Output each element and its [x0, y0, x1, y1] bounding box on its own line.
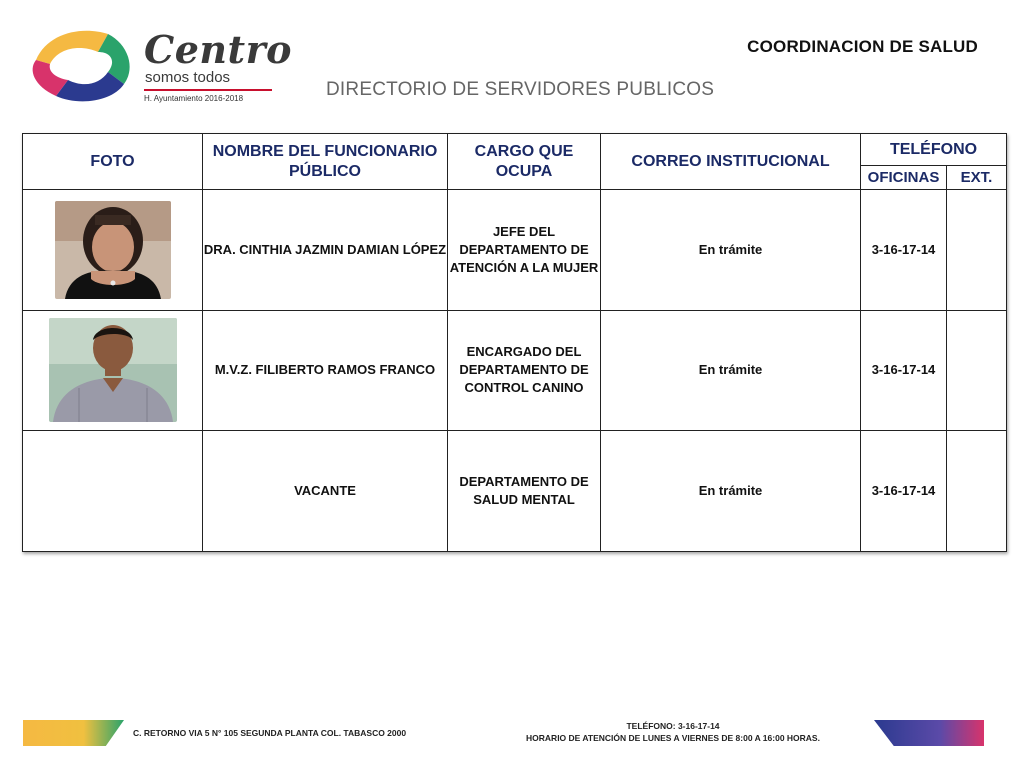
official-name: M.V.Z. FILIBERTO RAMOS FRANCO	[203, 310, 448, 431]
header-email: CORREO INSTITUCIONAL	[601, 134, 861, 190]
official-name: VACANTE	[203, 431, 448, 552]
coordination-title: COORDINACION DE SALUD	[747, 37, 978, 56]
logo-subline: H. Ayuntamiento 2016-2018	[144, 94, 244, 103]
footer-contact	[430, 720, 916, 744]
official-email: En trámite	[601, 310, 861, 431]
centro-logo-mark-icon	[28, 22, 136, 106]
official-email: En trámite	[601, 431, 861, 552]
photo-cell	[23, 190, 203, 311]
table-row	[23, 190, 1007, 311]
photo-cell	[23, 431, 203, 552]
header-ext: EXT.	[947, 166, 1007, 190]
official-phone: 3-16-17-14	[861, 190, 947, 311]
footer-phone: TELÉFONO: 3-16-17-14	[626, 721, 720, 731]
official-position: DEPARTAMENTO DE SALUD MENTAL	[448, 431, 601, 552]
header-name: NOMBRE DEL FUNCIONARIO PÚBLICO	[203, 134, 448, 190]
directory-title: DIRECTORIO DE SERVIDORES PUBLICOS	[326, 79, 715, 100]
person-photo-icon	[49, 318, 177, 422]
photo-cell	[23, 310, 203, 431]
header-photo: FOTO	[23, 134, 203, 190]
official-phone: 3-16-17-14	[861, 431, 947, 552]
person-photo-icon	[55, 201, 171, 299]
official-name: DRA. CINTHIA JAZMIN DAMIAN LÓPEZ	[203, 190, 448, 311]
logo-rule	[144, 89, 272, 91]
official-email: En trámite	[601, 190, 861, 311]
official-position: JEFE DEL DEPARTAMENTO DE ATENCIÓN A LA MUJER	[448, 190, 601, 311]
official-phone: 3-16-17-14	[861, 310, 947, 431]
header-phone: TELÉFONO	[861, 134, 1007, 166]
header-position: CARGO QUE OCUPA	[448, 134, 601, 190]
logo-wordmark: Centro	[144, 27, 292, 72]
footer-address: C. RETORNO VIA 5 N° 105 SEGUNDA PLANTA COL. TABASCO 2000	[133, 728, 407, 738]
footer-left-bar	[23, 720, 124, 746]
official-ext	[947, 190, 1007, 311]
header-offices: OFICINAS	[861, 166, 947, 190]
official-ext	[947, 431, 1007, 552]
page-footer	[0, 716, 1024, 750]
table-row	[23, 431, 1007, 552]
logo-tagline: somos todos	[145, 69, 231, 86]
official-ext	[947, 310, 1007, 431]
directory-table	[22, 133, 1007, 552]
centro-logo	[28, 22, 292, 106]
footer-hours: HORARIO DE ATENCIÓN DE LUNES A VIERNES DE 8:00 A 16:00 HORAS.	[526, 733, 820, 743]
official-position: ENCARGADO DEL DEPARTAMENTO DE CONTROL CANINO	[448, 310, 601, 431]
table-row	[23, 310, 1007, 431]
